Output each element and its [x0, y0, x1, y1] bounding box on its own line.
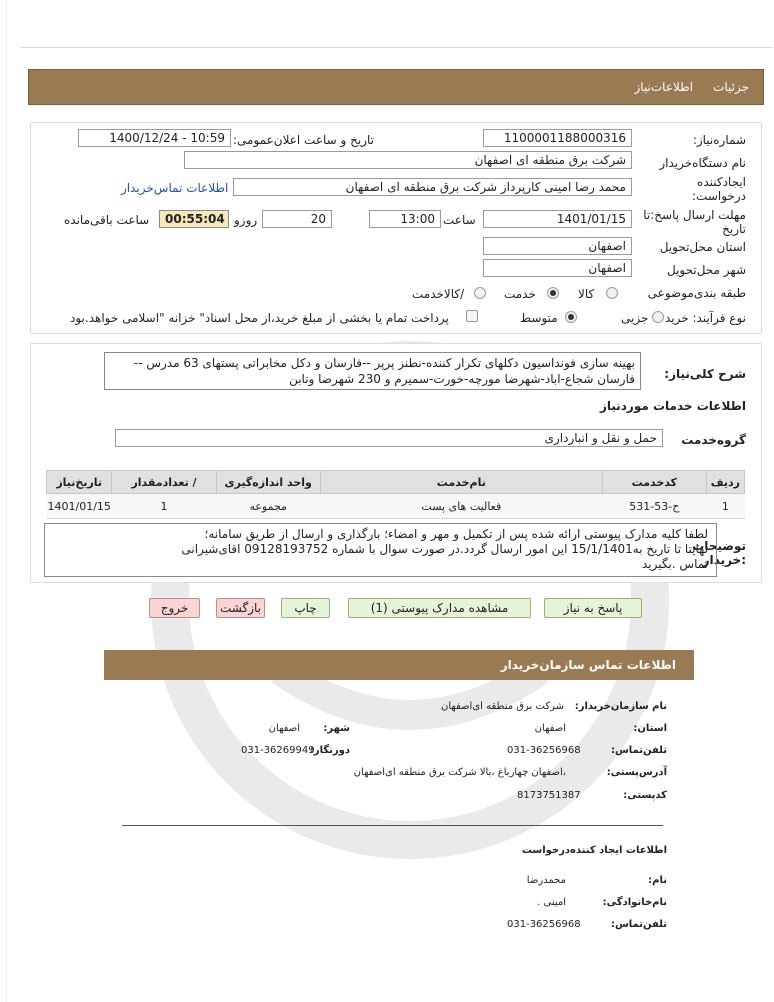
deadline-hour-field: 13:00	[369, 210, 441, 228]
notes-line-3: تماس .بگیرید	[641, 557, 708, 571]
process-medium-label: متوسط	[520, 311, 558, 325]
contact-section-header: اطلاعات تماس سازمان‌خریدار	[104, 650, 694, 680]
need-number-label: شماره‌نیاز:	[692, 133, 746, 147]
table-row	[47, 494, 745, 519]
city-field: اصفهان	[483, 259, 632, 277]
reply-button[interactable]: پاسخ به نیاز	[544, 598, 642, 618]
contact-fax-label: دورنگار:	[309, 745, 350, 756]
creator-family-value: امینی .	[537, 897, 566, 908]
contact-postal-label: کدپستی:	[623, 790, 667, 801]
cell-name: فعالیت های پست	[320, 494, 602, 519]
tab-bar	[28, 69, 764, 105]
cell-row: 1	[706, 494, 744, 519]
creator-name-value: محمدرضا	[526, 875, 566, 886]
creator-name-label: نام:	[648, 875, 667, 886]
category-goods-service-radio[interactable]	[474, 287, 486, 299]
cell-qty: 1	[112, 494, 216, 519]
left-border	[6, 0, 7, 1002]
back-button[interactable]: بازگشت	[216, 598, 265, 618]
category-goods-label: کالا	[578, 287, 595, 301]
section-divider	[122, 825, 663, 826]
contact-phone-value: 031-36256968	[507, 745, 581, 756]
top-divider	[20, 47, 772, 48]
contact-city-value: اصفهان	[268, 723, 300, 734]
buyer-org-label: نام دستگاه‌خریدار	[659, 156, 746, 170]
treasury-payment-label: پرداخت تمام یا بخشی از مبلغ خرید،از محل اسناد" خزانه "اسلامی خواهد.بود	[70, 311, 449, 325]
creator-label: ایجادکننده	[697, 175, 746, 189]
process-label: نوع فرآیند: خرید	[665, 311, 746, 325]
tab-need-info[interactable]: اطلاعات‌نیاز	[634, 80, 694, 94]
deadline-label: مهلت ارسال پاسخ:تا	[643, 208, 746, 222]
creator-phone-label: تلفن‌تماس:	[610, 919, 667, 930]
print-button[interactable]: چاپ	[281, 598, 330, 618]
contact-province-label: استان:	[633, 723, 667, 734]
process-medium-radio[interactable]	[565, 311, 577, 323]
exit-button[interactable]: خروج	[149, 598, 200, 618]
days-field: 20	[262, 210, 332, 228]
description-text: بهینه سازی فونداسیون دکلهای تکرار کننده-نطنز پرپر --فارسان و دکل مخابراتی پستهای 63 مدرس --فارسان شجاع-اباد-شهرضا مورچه-خورت-سمیرم و 230 شهرضا وتابن	[104, 352, 641, 390]
services-table	[46, 470, 745, 519]
contact-address-label: آدرس‌پستی:	[606, 767, 667, 778]
contact-phone-label: تلفن‌تماس:	[610, 745, 667, 756]
province-field: اصفهان	[483, 237, 632, 255]
category-goods-service-label: /کالاخدمت	[412, 287, 465, 301]
col-qty: / تعدادمقدار	[112, 471, 216, 494]
notes-line-2: نهایتا تا تاریخ به15/1/1401 این امور ارسال گردد.در صورت سوال با شماره 09128193752 اقای‌شیرانی	[181, 542, 708, 556]
need-number-field: 1100001188000316	[483, 129, 632, 147]
contact-postal-value: 8173751387	[517, 790, 581, 801]
announce-datetime-field: 1400/12/24 - 10:59	[78, 129, 231, 147]
description-label: شرح کلی‌نیاز:	[664, 367, 746, 381]
notes-label: توضیحات	[692, 539, 746, 553]
service-group-field: حمل و نقل و انبارداری	[115, 429, 663, 447]
contact-org-label: نام سازمان‌خریدار:	[574, 701, 667, 712]
notes-label-2: :خریدار	[702, 553, 746, 567]
contact-province-value: اصفهان	[534, 723, 566, 734]
process-minor-radio[interactable]	[652, 311, 664, 323]
province-label: استان محل‌تحویل	[659, 240, 746, 254]
contact-city-label: شهر:	[323, 723, 350, 734]
category-label: طبقه بندی‌موضوعی	[647, 286, 746, 300]
services-title: اطلاعات خدمات موردنیاز	[599, 399, 746, 413]
col-name: نام‌خدمت	[320, 471, 602, 494]
creator-field: محمد رضا امینی کارپرداز شرکت برق منطقه ای اصفهان	[233, 178, 632, 196]
category-service-radio[interactable]	[547, 287, 559, 299]
cell-code: ح-53-531	[602, 494, 706, 519]
day-label: روزو	[234, 213, 258, 227]
category-service-label: خدمت	[504, 287, 536, 301]
remaining-label: ساعت باقی‌مانده	[64, 213, 150, 227]
contact-address-value: ،اصفهان چهارباغ ،بالا شرکت برق منطقه ای‌اصفهان	[353, 767, 566, 778]
view-attachments-button[interactable]: مشاهده مدارک پیوستی (1)	[348, 598, 531, 618]
deadline-label-2: تاریخ	[722, 222, 746, 236]
tab-details[interactable]: جزئیات	[713, 80, 749, 94]
process-minor-label: جزیی	[621, 311, 649, 325]
creator-section-title: اطلاعات ایجاد کننده‌درخواست	[521, 845, 667, 856]
creator-label-2: درخواست:	[692, 189, 746, 203]
category-goods-radio[interactable]	[606, 287, 618, 299]
buyer-contact-link[interactable]: اطلاعات تماس‌خریدار	[121, 181, 229, 195]
cell-date: 1401/01/15	[47, 494, 112, 519]
buyer-org-field: شرکت برق منطقه ای اصفهان	[184, 151, 632, 169]
notes-line-1: لطفا کلیه مدارک پیوستی ارائه شده پس از تکمیل و مهر و امضاء؛ بارگذاری و ارسال از طریق سامانه؛	[204, 527, 708, 541]
col-row: ردیف	[706, 471, 744, 494]
service-group-label: گروه‌خدمت	[681, 433, 746, 447]
deadline-date-field: 1401/01/15	[483, 210, 632, 228]
col-unit: واحد اندازه‌گیری	[216, 471, 320, 494]
buyer-notes-box	[44, 523, 717, 577]
col-date: تاریخ‌نیاز	[47, 471, 112, 494]
announce-label: تاریخ و ساعت اعلان‌عمومی:	[232, 133, 374, 147]
col-code: کدخدمت	[602, 471, 706, 494]
countdown-timer: 00:55:04	[159, 210, 229, 228]
contact-fax-value: 031-36269949	[241, 745, 315, 756]
contact-org-value: شرکت برق منطقه ای‌اصفهان	[440, 701, 564, 712]
cell-unit: مجموعه	[216, 494, 320, 519]
treasury-payment-checkbox[interactable]	[466, 310, 478, 322]
creator-family-label: نام‌خانوادگی:	[602, 897, 667, 908]
city-label: شهر محل‌تحویل	[667, 263, 746, 277]
hour-label: ساعت	[443, 213, 476, 227]
creator-phone-value: 031-36256968	[507, 919, 581, 930]
